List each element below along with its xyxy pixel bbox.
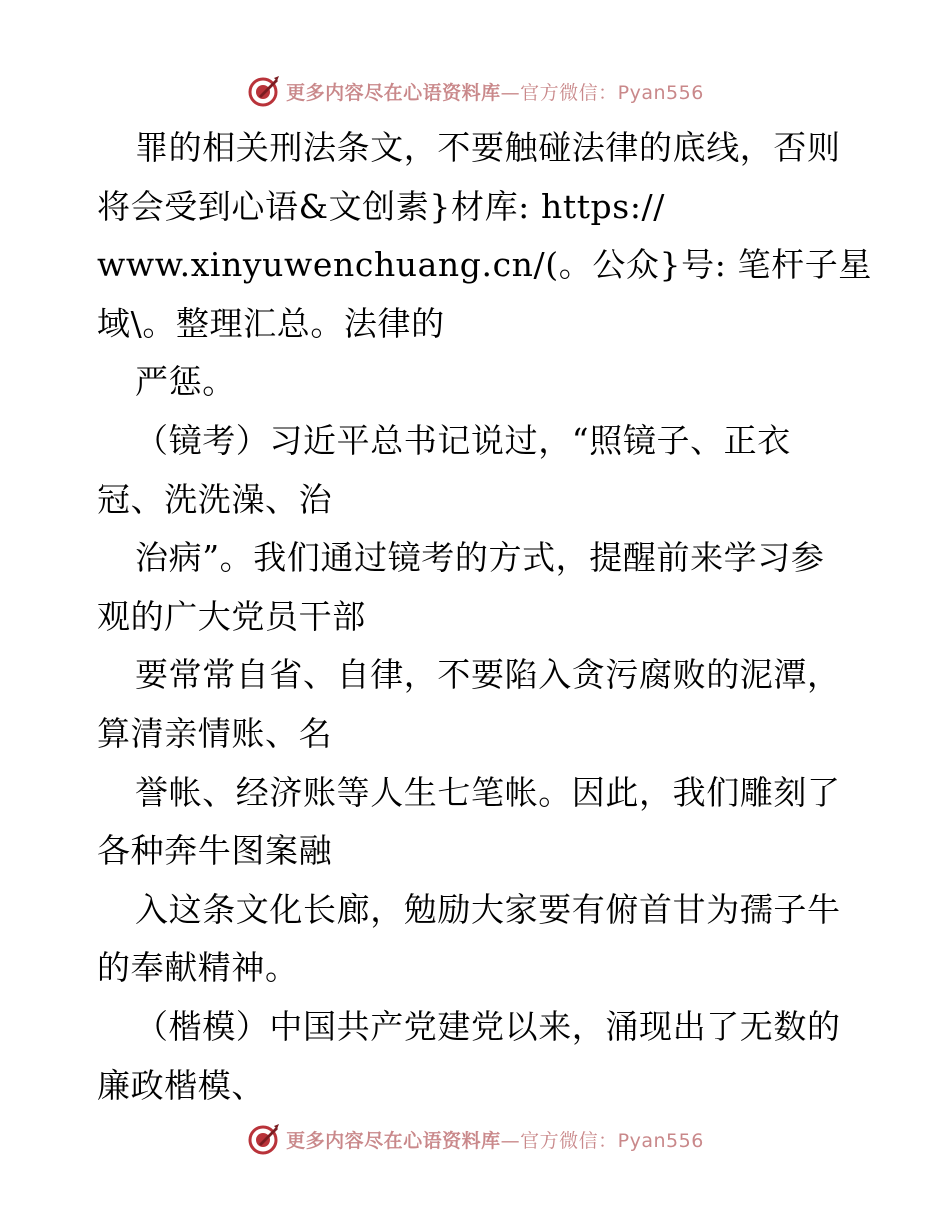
text-line: 罪的相关刑法条文，不要触碰法律的底线，否则 <box>135 128 841 167</box>
text-line: 各种奔牛图案融 <box>97 831 333 871</box>
text-line: 的奉献精神。 <box>97 948 299 988</box>
text-line: 域\。整理汇总。法律的 <box>97 303 445 343</box>
text-line: 誉帐、经济账等人生七笔帐。因此，我们雕刻了 <box>135 772 841 812</box>
banner-main-text: 更多内容尽在心语资料库 <box>286 1129 501 1152</box>
text-line: （镜考）习近平总书记说过，“照镜子、正衣 <box>135 420 791 460</box>
text-line: 观的广大党员干部 <box>97 596 366 636</box>
text-line: 廉政楷模、 <box>97 1065 265 1105</box>
text-line: （楷模）中国共产党建党以来，涌现出了无数的 <box>135 1006 841 1046</box>
banner-wechat-text: —官方微信：Pyan556 <box>500 1129 704 1152</box>
text-line: 入这条文化长廊，勉励大家要有俯首甘为孺子牛 <box>135 889 841 929</box>
text-line: 冠、洗洗澡、治 <box>97 479 333 519</box>
text-line: 将会受到心语&文创素}材库: https:// <box>97 186 665 226</box>
pen-logo-icon <box>246 74 280 108</box>
text-line: 治病”。我们通过镜考的方式，提醒前来学习参 <box>135 538 825 578</box>
banner-wechat-text: —官方微信：Pyan556 <box>500 81 704 104</box>
text-line: www.xinyuwenchuang.cn/(。公众}号: 笔杆子星 <box>97 245 872 285</box>
header-banner <box>0 71 950 111</box>
document-body <box>97 119 872 1115</box>
pen-logo-icon <box>246 1122 280 1156</box>
footer-banner <box>0 1119 950 1159</box>
text-line: 严惩。 <box>135 362 236 402</box>
text-line: 算清亲情账、名 <box>97 713 333 753</box>
banner-label <box>286 78 704 105</box>
banner-main-text: 更多内容尽在心语资料库 <box>286 81 501 104</box>
banner-label <box>286 1126 704 1153</box>
text-line: 要常常自省、自律，不要陷入贪污腐败的泥潭， <box>135 655 841 695</box>
